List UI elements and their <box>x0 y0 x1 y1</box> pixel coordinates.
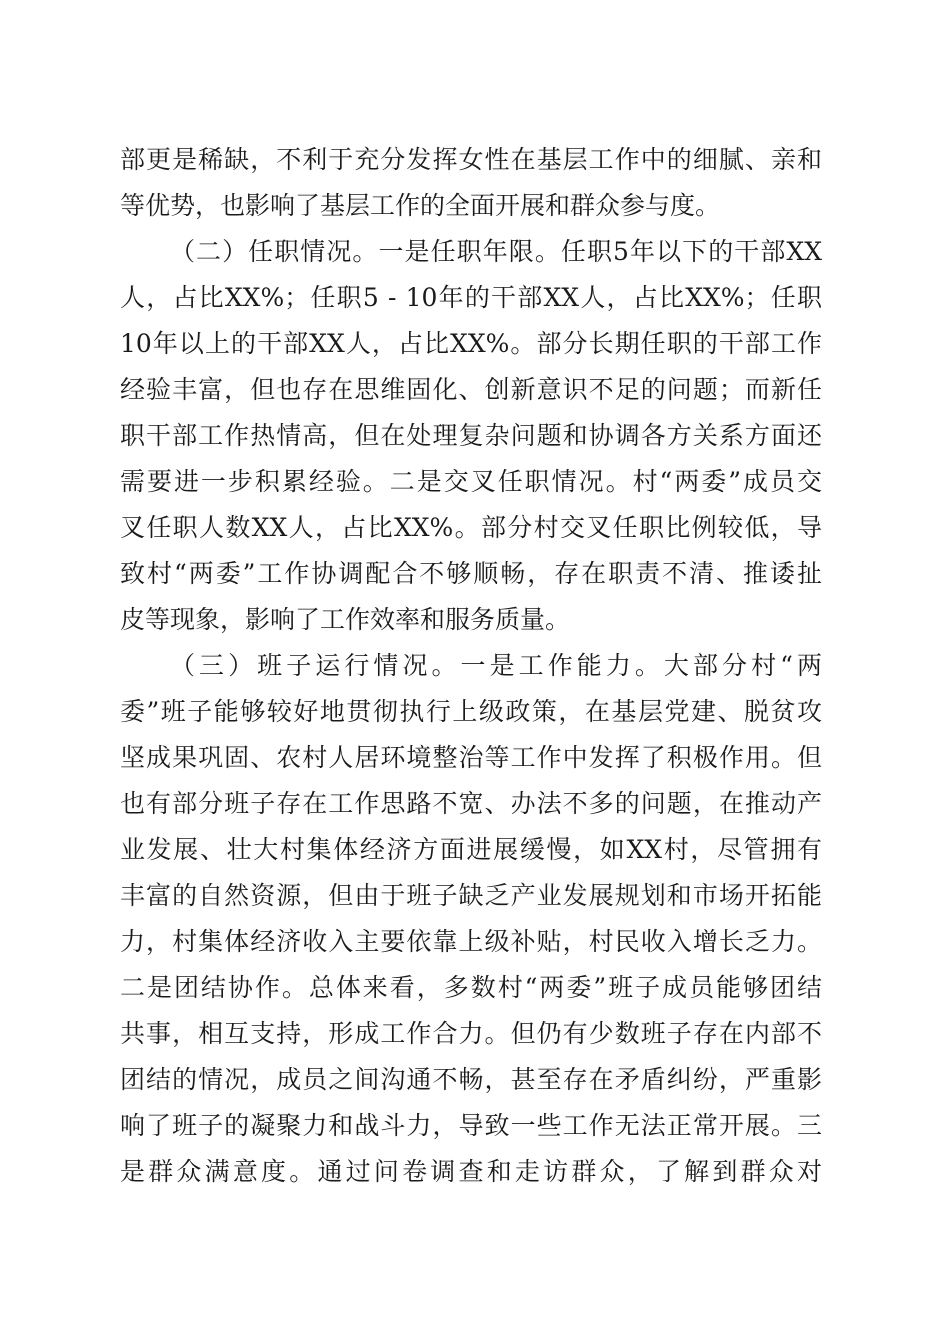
text-line: 等优势，也影响了基层工作的全面开展和群众参与度。 <box>120 191 721 220</box>
text-line: 也有部分班子存在工作思路不宽、办法不多的问题，在推动产 <box>120 789 822 818</box>
text-line: 业发展、壮大村集体经济方面进展缓慢，如XX村，尽管拥有 <box>120 835 822 864</box>
body-text <box>120 137 822 1195</box>
text-line: 10年以上的干部XX人，占比XX%。部分长期任职的干部工作 <box>120 329 822 358</box>
text-line: 叉任职人数XX人，占比XX%。部分村交叉任职比例较低，导 <box>120 513 822 542</box>
text-line: 响了班子的凝聚力和战斗力，导致一些工作无法正常开展。三 <box>120 1111 822 1140</box>
text-line: 是群众满意度。通过问卷调查和走访群众，了解到群众对 <box>120 1157 822 1186</box>
text-line: 经验丰富，但也存在思维固化、创新意识不足的问题；而新任 <box>120 375 822 404</box>
text-line: 皮等现象，影响了工作效率和服务质量。 <box>120 605 571 634</box>
text-line: 二是团结协作。总体来看，多数村“两委”班子成员能够团结 <box>120 973 822 1002</box>
text-line: 共事，相互支持，形成工作合力。但仍有少数班子存在内部不 <box>120 1019 822 1048</box>
text-line: 人，占比XX%；任职5 - 10年的干部XX人，占比XX%；任职 <box>120 283 822 312</box>
text-line: 丰富的自然资源，但由于班子缺乏产业发展规划和市场开拓能 <box>120 881 822 910</box>
text-line: 职干部工作热情高，但在处理复杂问题和协调各方关系方面还 <box>120 421 822 450</box>
text-line: 致村“两委”工作协调配合不够顺畅，存在职责不清、推诿扯 <box>120 559 822 588</box>
section-heading-line: （二）任职情况。一是任职年限。任职5年以下的干部XX <box>170 237 822 266</box>
text-line: 力，村集体经济收入主要依靠上级补贴，村民收入增长乏力。 <box>120 927 822 956</box>
text-line: 部更是稀缺，不利于充分发挥女性在基层工作中的细腻、亲和 <box>120 145 822 174</box>
text-line: 坚成果巩固、农村人居环境整治等工作中发挥了积极作用。但 <box>120 743 822 772</box>
text-line: 团结的情况，成员之间沟通不畅，甚至存在矛盾纠纷，严重影 <box>120 1065 822 1094</box>
text-line: 需要进一步积累经验。二是交叉任职情况。村“两委”成员交 <box>120 467 822 496</box>
text-line: 委”班子能够较好地贯彻执行上级政策，在基层党建、脱贫攻 <box>120 697 822 726</box>
section-heading-line: （三）班子运行情况。一是工作能力。大部分村“两 <box>170 651 822 680</box>
